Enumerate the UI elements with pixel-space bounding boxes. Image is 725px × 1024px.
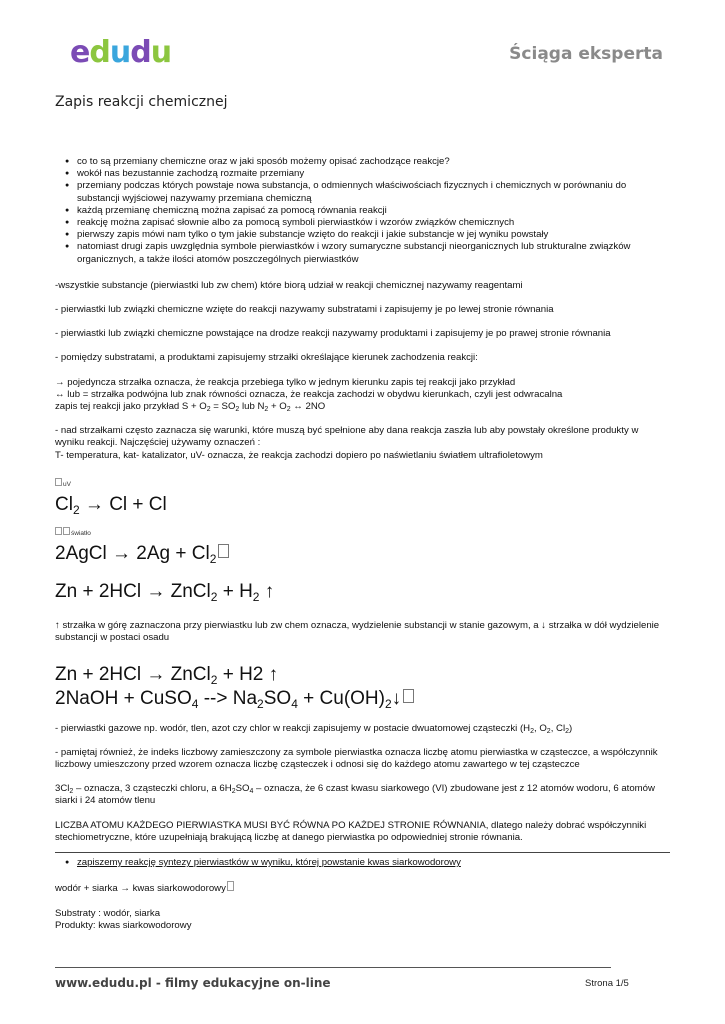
conditions-legend: T- temperatura, kat- katalizator, uV- oznacza, że reakcja zachodzi dopiero po naświetlaniu światłem ultrafioletowym [55, 449, 543, 461]
divider [55, 852, 670, 853]
substrates-line: Substraty : wodór, siarka [55, 907, 161, 919]
arrow-single-text: → pojedyncza strzałka oznacza, że reakcja przebiega tylko w jednym kierunku zapis tej reakcji jako przykład [55, 376, 516, 388]
conditions-block [55, 425, 670, 462]
list-item: ● natomiast drugi zapis uwzględnia symbole pierwiastków i wzory sumaryczne substancji nieorganicznych lub strukturalne związków organicznych, a także ilości atomów poszczególnych pierwiastków [77, 241, 670, 265]
footer-site-link[interactable]: www.edudu.pl - filmy edukacyjne on-line [55, 976, 331, 990]
svg-text:edudu: edudu [70, 35, 172, 70]
arrow-double-text: ↔ lub = strzałka podwójna lub znak równości oznacza, że reakcja zachodzi w obydwu kierunkach, czyli jest odwracalna [55, 388, 563, 400]
edudu-logo[interactable] [70, 32, 180, 76]
footer-divider [55, 967, 611, 968]
placeholder-glyph-icon [55, 527, 62, 535]
equation-sodium-hydroxide: 2NaOH + CuSO$_4$ --> $Na_2SO_4$ + $Cu(OH)_2↓$ [55, 687, 670, 711]
arrow-explanations [55, 377, 670, 414]
intro-bullet-list [55, 156, 670, 266]
placeholder-glyph-icon [227, 881, 234, 891]
paragraph-gas-arrows: ↑ strzałka w górę zaznaczona przy pierwiastku lub zw chem oznacza, wydzielenie substancji w stanie gazowym, a ↓ strzałka w dół wydzielenie substancji w postaci osadu [55, 620, 660, 644]
example-reactions-line: zapis tej reakcji jako przykład $S + O_2 = SO_2$ lub $N_2 + O_2$ ↔ 2NO [55, 401, 326, 414]
equation-chlorine: $Cl_2 \to Cl + Cl$ [55, 494, 167, 518]
uv-mark: uV [55, 478, 670, 491]
paragraph-remember: - pamiętaj również, że indeks liczbowy zamieszczony za symbole pierwiastka oznacza liczbę atomu pierwiastka w cząsteczce, a współczynnik liczbowy umieszczony przed wzorem oznacza liczbę cząsteczek i odnosi się do każdego atomu zawartego w tej cząsteczce [55, 746, 658, 771]
products-line: Produkty: kwas siarkowodorowy [55, 919, 192, 931]
list-item: ● wokół nas bezustannie zachodzą rozmaite przemiany [77, 168, 670, 180]
placeholder-glyph-icon [55, 478, 62, 486]
equation-zinc: Zn + 2HCl → ZnCl$_2$ + $H_2$ ↑ [55, 581, 275, 605]
task-item: ● zapiszemy reakcję syntezy pierwiastków w wyniku, której powstanie kwas siarkowodorowy [55, 857, 670, 869]
placeholder-glyph-icon [63, 527, 70, 535]
equation-zinc-2: Zn + 2HCl → ZnCl$_2$ + H2 ↑ [55, 663, 279, 687]
light-mark: światło [55, 527, 670, 540]
paragraph-arrows: - pomiędzy substratami, a produktami zapisujemy strzałki określające kierunek zachodzenia reakcji: [55, 352, 478, 364]
paragraph-substrates: - pierwiastki lub związki chemiczne wzięte do reakcji nazywamy substratami i zapisujemy je po lewej stronie równania [55, 304, 554, 316]
equation-silver-chloride: 2AgCl → $2Ag + Cl_2$ [55, 542, 670, 566]
placeholder-glyph-icon [218, 544, 229, 558]
paragraph-conditions: - nad strzałkami często zaznacza się warunki, które muszą być spełnione aby dana reakcja zaszła lub aby powstały określone produkty w wyniku reakcji. Najczęściej używamy oznaczeń : [55, 425, 639, 449]
list-item: ● każdą przemianę chemiczną można zapisać za pomocą równania reakcji [77, 205, 670, 217]
list-item: ● co to są przemiany chemiczne oraz w jaki sposób możemy opisać zachodzące reakcje? [77, 156, 670, 168]
paragraph-gases: - pierwiastki gazowe np. wodór, tlen, azot czy chlor w reakcji zapisujemy w postacie dwuatomowej cząsteczki ($H_2$, $O_2$, $Cl_2$) [55, 722, 573, 735]
page-number: Strona 1/5 [585, 978, 629, 989]
tagline: Ściąga eksperta [509, 44, 663, 64]
paragraph-examples: $3Cl_2$ – oznacza, 3 cząsteczki chloru, a $6H_2SO_4$ – oznacza, że 6 czast kwasu siarkowego (VI) zbudowane jest z 12 atomów wodoru, 6 atomów siarki i 24 atomów tlenu [55, 783, 655, 807]
placeholder-glyph-icon [403, 689, 414, 703]
page-title: Zapis reakcji chemicznej [55, 94, 228, 110]
document-body [55, 156, 670, 932]
list-item: ● reakcję można zapisać słownie albo za pomocą symboli pierwiastków i wzorów związków chemicznych [77, 217, 670, 229]
paragraph-balance: LICZBA ATOMU KAŻDEGO PIERWIASTKA MUSI BYĆ RÓWNA PO KAŻDEJ STRONIE RÓWNANIA, dlatego należy dobrać współczynniki stechiometryczne, które uzupełniają brakującą liczbę at danego pierwiastka po odpowiedniej stronie równania. [55, 819, 647, 843]
paragraph-products: - pierwiastki lub związki chemiczne powstające na drodze reakcji nazywamy produktami i zapisujemy je po prawej stronie równania [55, 328, 611, 340]
list-item: ● przemiany podczas których powstaje nowa substancja, o odmiennych właściwościach fizycznych i chemicznych w porównaniu do substancji wyjściowej nazywamy przemiana chemiczną [77, 180, 670, 204]
word-equation: wodór + siarka → kwas siarkowodorowy [55, 881, 670, 895]
list-item: ● pierwszy zapis mówi nam tylko o tym jakie substancje wzięto do reakcji i jakie substancje w jej wyniku powstały [77, 229, 670, 241]
paragraph-reagents: -wszystkie substancje (pierwiastki lub zw chem) które biorą udział w reakcji chemicznej nazywamy reagentami [55, 279, 523, 291]
